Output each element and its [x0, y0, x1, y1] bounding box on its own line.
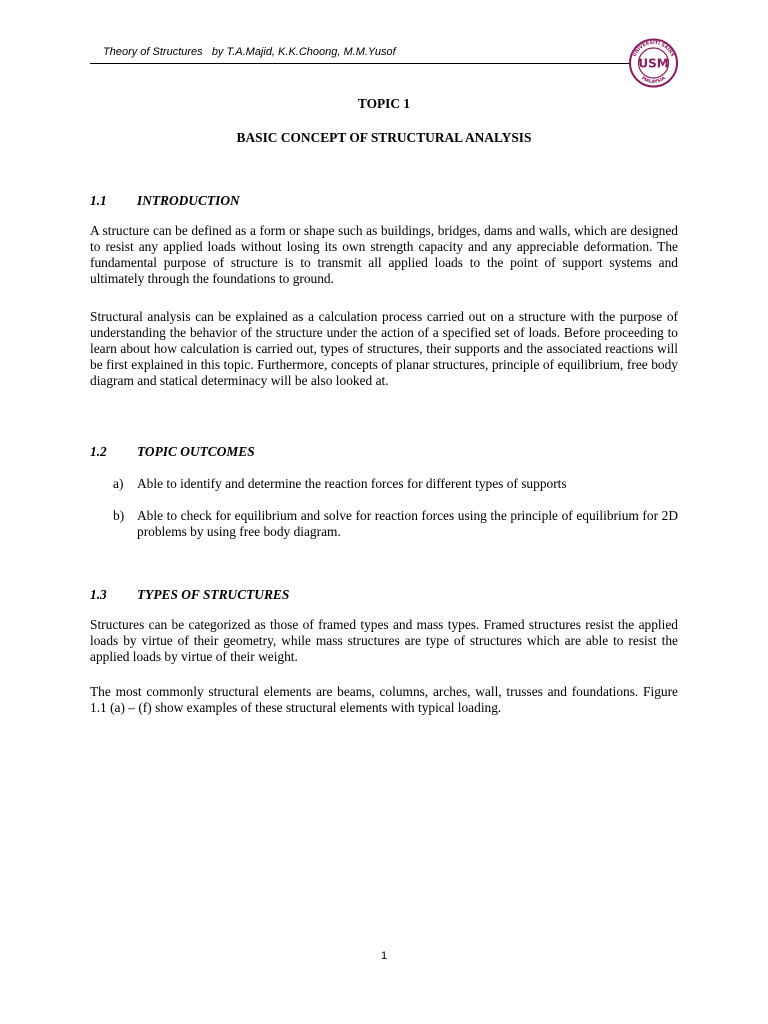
section-title: TYPES OF STRUCTURES	[137, 587, 290, 602]
list-item-text: Able to identify and determine the reaction forces for different types of supports	[137, 476, 567, 491]
section-heading-introduction	[90, 193, 240, 209]
topic-title: BASIC CONCEPT OF STRUCTURAL ANALYSIS	[236, 130, 532, 145]
page-number: 1	[380, 950, 388, 962]
list-marker: a)	[113, 476, 124, 491]
logo-ring-top-text: UNIVERSITI SAINS	[632, 40, 675, 58]
paragraph: The most commonly structural elements are beams, columns, arches, wall, trusses and foundations. Figure 1.1 (a) – (f) show examples of these structural elements with typical loading.	[90, 684, 678, 715]
paragraph: Structures can be categorized as those of framed types and mass types. Framed structures resist the applied loads by virtue of their geometry, while mass structures are type of structures which are able to resist the applied loads by virtue of their weight.	[90, 617, 678, 664]
logo-ring-bottom-text: MALAYSIA	[640, 76, 667, 86]
paragraph: A structure can be defined as a form or shape such as buildings, bridges, dams and walls, which are designed to resist any applied loads without losing its own strength capacity and any appreciable deformation. The fundamental purpose of structure is to transmit all applied loads to the point of support systems and ultimately through the foundations to ground.	[90, 223, 678, 286]
list-marker: b)	[113, 508, 125, 523]
paragraph: Structural analysis can be explained as a calculation process carried out on a structure with the purpose of understanding the behavior of the structure under the action of a specified set of loads. Before proceeding to learn about how calculation is carried out, types of structures, their supports and the associated reactions will be first explained in this topic. Furthermore, concepts of planar structures, principle of equilibrium, free body diagram and statical determinacy will be also looked at.	[90, 309, 678, 388]
logo-text: USM	[638, 56, 669, 71]
section-heading-types-of-structures	[90, 587, 289, 603]
svg-text:UNIVERSITI SAINS	[632, 40, 675, 58]
usm-logo-icon	[625, 38, 682, 88]
header-rule	[90, 63, 630, 64]
running-header-title: Theory of Structures by T.A.Majid, K.K.Choong, M.M.Yusof	[103, 46, 396, 58]
section-heading-topic-outcomes	[90, 444, 255, 460]
section-number: 1.1	[90, 193, 107, 208]
section-number: 1.3	[90, 587, 107, 602]
topic-number: TOPIC 1	[357, 96, 411, 111]
section-title: INTRODUCTION	[137, 193, 240, 208]
list-item-text: Able to check for equilibrium and solve for reaction forces using the principle of equilibrium for 2D problems by using free body diagram.	[137, 508, 678, 539]
section-number: 1.2	[90, 444, 107, 459]
section-title: TOPIC OUTCOMES	[137, 444, 255, 459]
